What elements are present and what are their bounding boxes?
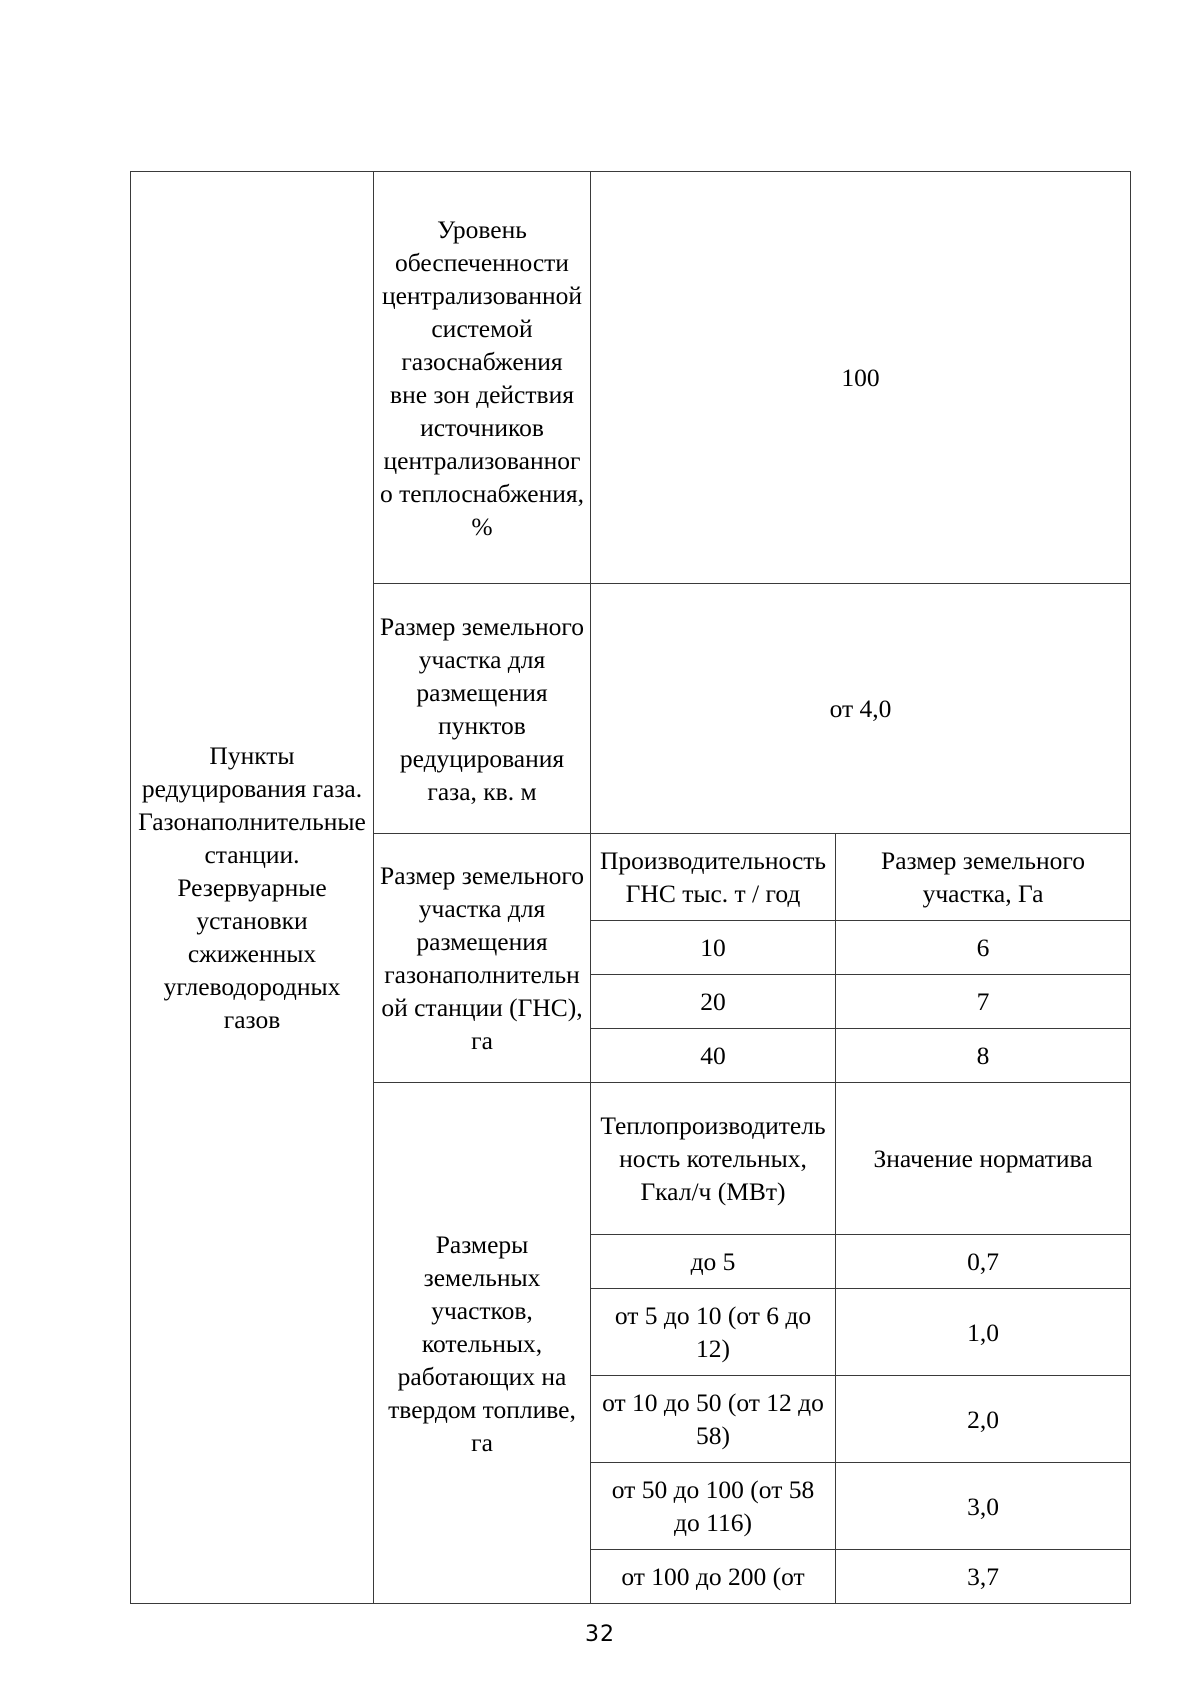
table-cell: 3,0 [836, 1463, 1131, 1550]
page-number: 32 [585, 1622, 615, 1647]
table-cell: до 5 [591, 1235, 836, 1289]
table-cell: 40 [591, 1029, 836, 1083]
table-row [131, 172, 1131, 584]
indicator-cell: Размеры земельных участков, котельных, работающих на твердом топливе, га [374, 1083, 591, 1604]
table-cell: 7 [836, 975, 1131, 1029]
indicator-cell: Размер земельного участка для размещения пунктов редуцирования газа, кв. м [374, 584, 591, 834]
category-cell: Пункты редуцирования газа. Газонаполнительные станции. Резервуарные установки сжиженных углеводородных газов [131, 172, 374, 1604]
indicator-cell: Размер земельного участка для размещения газонаполнительной станции (ГНС), га [374, 834, 591, 1083]
table-cell: 10 [591, 921, 836, 975]
table-cell: от 100 до 200 (от [591, 1550, 836, 1604]
table-cell: от 10 до 50 (от 12 до 58) [591, 1376, 836, 1463]
table-cell: от 5 до 10 (от 6 до 12) [591, 1289, 836, 1376]
table-cell: 3,7 [836, 1550, 1131, 1604]
indicator-cell: Уровень обеспеченности централизованной системой газоснабжения вне зон действия источников централизованного теплоснабжения, % [374, 172, 591, 584]
subheader-cell: Теплопроизводительность котельных, Гкал/ч (МВт) [591, 1083, 836, 1235]
value-cell: от 4,0 [591, 584, 1131, 834]
table-cell: 20 [591, 975, 836, 1029]
value-cell: 100 [591, 172, 1131, 584]
gas-norms-table [130, 171, 1131, 1604]
table-cell: 6 [836, 921, 1131, 975]
table-cell: 0,7 [836, 1235, 1131, 1289]
table-cell: 1,0 [836, 1289, 1131, 1376]
subheader-cell: Производительность ГНС тыс. т / год [591, 834, 836, 921]
table-cell: 2,0 [836, 1376, 1131, 1463]
table-cell: от 50 до 100 (от 58 до 116) [591, 1463, 836, 1550]
subheader-cell: Размер земельного участка, Га [836, 834, 1131, 921]
table-cell: 8 [836, 1029, 1131, 1083]
subheader-cell: Значение норматива [836, 1083, 1131, 1235]
